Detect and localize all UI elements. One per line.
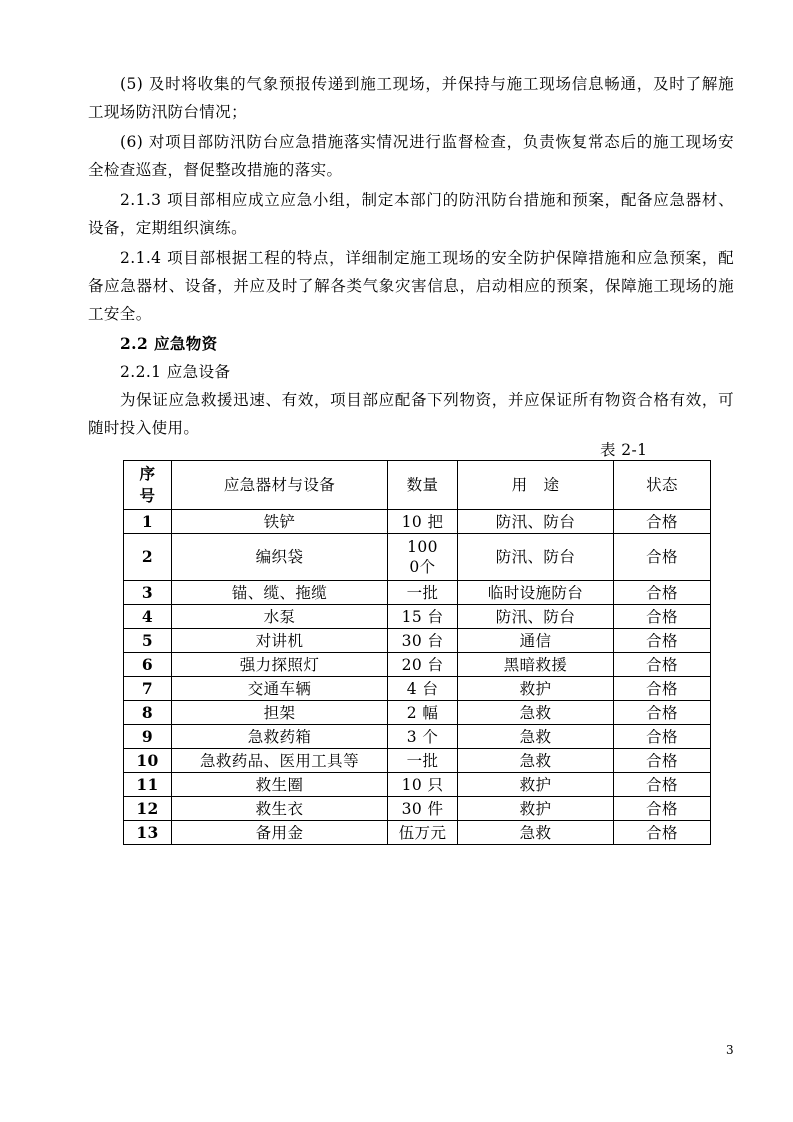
row-status: 合格	[614, 653, 711, 677]
row-quantity: 4 台	[388, 677, 458, 701]
row-item: 备用金	[172, 821, 388, 845]
row-item: 救生圈	[172, 773, 388, 797]
table-row	[124, 581, 711, 605]
row-item: 救生衣	[172, 797, 388, 821]
row-quantity: 一批	[388, 581, 458, 605]
paragraph-2-1-3: 2.1.3 项目部相应成立应急小组，制定本部门的防汛防台措施和预案，配备应急器材、设备，定期组织演练。	[88, 191, 734, 237]
row-item: 铁铲	[172, 510, 388, 534]
row-status: 合格	[614, 581, 711, 605]
section-heading-2-2-1: 2.2.1 应急设备	[120, 363, 231, 381]
row-status: 合格	[614, 821, 711, 845]
table-row	[124, 701, 711, 725]
row-quantity: 30 件	[388, 797, 458, 821]
table-body	[124, 510, 711, 845]
row-index: 3	[124, 581, 172, 605]
table-caption: 表 2-1	[600, 441, 648, 459]
row-quantity: 30 台	[388, 629, 458, 653]
row-status: 合格	[614, 773, 711, 797]
row-quantity: 一批	[388, 749, 458, 773]
row-index: 12	[124, 797, 172, 821]
table-row	[124, 797, 711, 821]
header-index-label: 序号	[139, 464, 156, 505]
table-row	[124, 677, 711, 701]
row-use: 黑暗救援	[458, 653, 614, 677]
row-index: 11	[124, 773, 172, 797]
row-index: 6	[124, 653, 172, 677]
row-index: 8	[124, 701, 172, 725]
row-quantity: 15 台	[388, 605, 458, 629]
row-status: 合格	[614, 534, 711, 581]
page-number: 3	[726, 1043, 734, 1057]
row-item: 担架	[172, 701, 388, 725]
row-status: 合格	[614, 677, 711, 701]
table-row	[124, 653, 711, 677]
row-use: 通信	[458, 629, 614, 653]
row-use: 防汛、防台	[458, 605, 614, 629]
row-use: 救护	[458, 773, 614, 797]
row-index: 7	[124, 677, 172, 701]
row-status: 合格	[614, 749, 711, 773]
row-use: 急救	[458, 821, 614, 845]
row-index: 5	[124, 629, 172, 653]
row-item: 对讲机	[172, 629, 388, 653]
table-row	[124, 534, 711, 581]
paragraph-2-1-4: 2.1.4 项目部根据工程的特点，详细制定施工现场的安全防护保障措施和应急预案，配备应急器材、设备，并应及时了解各类气象灾害信息，启动相应的预案，保障施工现场的施工安全。	[88, 249, 734, 323]
row-quantity: 20 台	[388, 653, 458, 677]
row-status: 合格	[614, 605, 711, 629]
row-item: 交通车辆	[172, 677, 388, 701]
section-heading-2-2: 2.2 应急物资	[120, 334, 218, 353]
row-use: 临时设施防台	[458, 581, 614, 605]
table-row	[124, 749, 711, 773]
table-header-row	[124, 461, 711, 510]
row-quantity: 10 只	[388, 773, 458, 797]
table-row	[124, 510, 711, 534]
paragraph-item-6: (6) 对项目部防汛防台应急措施落实情况进行监督检查，负责恢复常态后的施工现场安全检查巡查，督促整改措施的落实。	[88, 133, 734, 179]
row-use: 急救	[458, 725, 614, 749]
row-use: 防汛、防台	[458, 510, 614, 534]
row-status: 合格	[614, 510, 711, 534]
row-quantity: 1000个	[388, 534, 458, 581]
row-item: 急救药箱	[172, 725, 388, 749]
row-quantity: 2 幅	[388, 701, 458, 725]
row-item: 水泵	[172, 605, 388, 629]
row-quantity: 3 个	[388, 725, 458, 749]
row-item: 编织袋	[172, 534, 388, 581]
header-status: 状态	[614, 461, 711, 510]
paragraph-intro: 为保证应急救援迅速、有效，项目部应配备下列物资，并应保证所有物资合格有效，可随时投入使用。	[88, 391, 734, 437]
table-row	[124, 773, 711, 797]
row-use: 防汛、防台	[458, 534, 614, 581]
row-index: 9	[124, 725, 172, 749]
table-row	[124, 725, 711, 749]
row-quantity: 伍万元	[388, 821, 458, 845]
row-index: 10	[124, 749, 172, 773]
row-use: 急救	[458, 749, 614, 773]
header-quantity: 数量	[388, 461, 458, 510]
header-use: 用 途	[458, 461, 614, 510]
row-use: 救护	[458, 677, 614, 701]
row-use: 救护	[458, 797, 614, 821]
table-row	[124, 605, 711, 629]
row-use: 急救	[458, 701, 614, 725]
row-status: 合格	[614, 701, 711, 725]
row-item: 强力探照灯	[172, 653, 388, 677]
row-status: 合格	[614, 629, 711, 653]
row-item: 锚、缆、拖缆	[172, 581, 388, 605]
paragraph-item-5: (5) 及时将收集的气象预报传递到施工现场，并保持与施工现场信息畅通，及时了解施工现场防汛防台情况；	[88, 75, 734, 121]
header-item: 应急器材与设备	[172, 461, 388, 510]
equipment-table	[123, 460, 711, 845]
row-status: 合格	[614, 797, 711, 821]
table-row	[124, 821, 711, 845]
row-index: 1	[124, 510, 172, 534]
row-index: 4	[124, 605, 172, 629]
row-index: 2	[124, 534, 172, 581]
row-status: 合格	[614, 725, 711, 749]
table-row	[124, 629, 711, 653]
header-index	[124, 461, 172, 510]
row-quantity: 10 把	[388, 510, 458, 534]
row-index: 13	[124, 821, 172, 845]
row-item: 急救药品、医用工具等	[172, 749, 388, 773]
